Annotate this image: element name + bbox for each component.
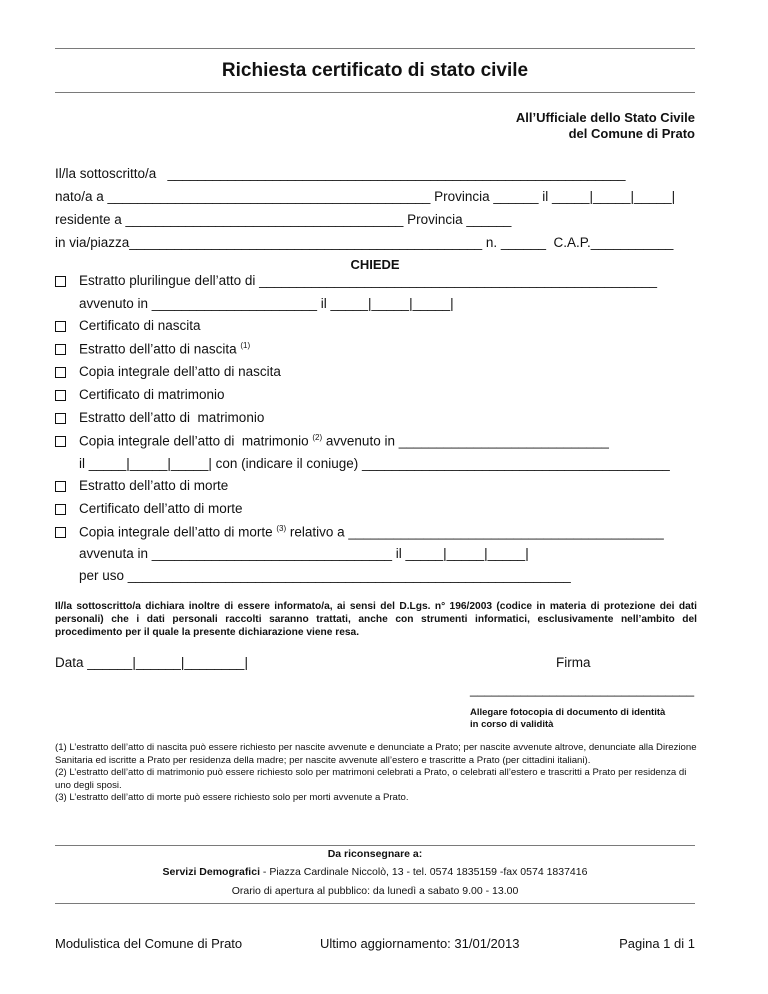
return-bottom-rule	[55, 903, 695, 904]
field-residente[interactable]: residente a _____________________________________ Provincia ______	[55, 212, 512, 227]
field-avvenuto[interactable]: avvenuto in ______________________ il _____|_____|_____|	[79, 296, 454, 311]
checkbox-icon[interactable]	[55, 481, 66, 492]
option-label: Certificato di nascita	[79, 318, 201, 333]
recipient-line-1: All’Ufficiale dello Stato Civile	[515, 110, 695, 125]
footer-left: Modulistica del Comune di Prato	[55, 936, 243, 951]
option-label: Estratto dell’atto di nascita $^{(1)}$	[79, 341, 251, 357]
option-label: Estratto dell’atto di morte	[79, 478, 229, 493]
checkbox-icon[interactable]	[55, 321, 66, 332]
field-via[interactable]: in via/piazza_______________________________________________ n. ______ C.A.P.___________	[55, 235, 674, 250]
footnote-2: (2) L’estratto dell’atto di matrimonio può essere richiesto solo per matrimoni celebrati a Prato, o celebrati all’estero e trascritti a Prato per residenza di uno degli sposi.	[55, 767, 687, 791]
checkbox-icon[interactable]	[55, 527, 66, 538]
field-sottoscritto[interactable]: Il/la sottoscritto/a _____________________________________________________________	[55, 166, 626, 181]
return-heading: Da riconsegnare a:	[327, 848, 423, 860]
option-label: Copia integrale dell’atto di matrimonio $^{(2)}$ avvenuto in ____________________________	[79, 433, 609, 449]
checkbox-icon[interactable]	[55, 276, 66, 287]
note-ref: (3)	[276, 524, 287, 533]
option-label: Copia integrale dell’atto di morte $^{(3)}$ relativo a __________________________________________	[79, 524, 664, 540]
note-ref: (1)	[240, 341, 251, 350]
checkbox-icon[interactable]	[55, 390, 66, 401]
option-label: Certificato di matrimonio	[79, 387, 225, 402]
return-top-rule	[55, 845, 695, 846]
option-label: Estratto dell’atto di matrimonio	[79, 410, 265, 425]
recipient-line-2: del Comune di Prato	[568, 126, 695, 141]
checkbox-icon[interactable]	[55, 504, 66, 515]
footer-page: Pagina 1 di 1	[619, 936, 695, 951]
privacy-declaration: Il/la sottoscritto/a dichiara inoltre di essere informato/a, ai sensi del D.Lgs. n° 196/2003 (codice in materia di protezione dei dati personali) che i dati personali raccolti saranno trattati, anche con strumenti informatici, esclusivamente nell’ambito del procedimento per il quale la presente dichiarazione viene resa.	[55, 601, 697, 638]
footnote-3: (3) L’estratto dell’atto di morte può essere richiesto solo per morti avvenute a Prato.	[55, 792, 409, 803]
field-uso[interactable]: per uso ___________________________________________________________	[79, 568, 571, 583]
checkbox-icon[interactable]	[55, 367, 66, 378]
top-rule	[55, 48, 695, 49]
allegare-note: Allegare fotocopia di documento di identità in corso di validità	[470, 707, 666, 730]
option-label: Certificato dell’atto di morte	[79, 501, 243, 516]
checkbox-icon[interactable]	[55, 436, 66, 447]
checkbox-icon[interactable]	[55, 413, 66, 424]
footer-date: Ultimo aggiornamento: 31/01/2013	[320, 936, 520, 951]
title-rule	[55, 92, 695, 93]
field-coniuge[interactable]: il _____|_____|_____| con (indicare il coniuge) _________________________________________	[79, 456, 670, 471]
chiede-heading: CHIEDE	[350, 257, 400, 272]
note-ref: (2)	[312, 433, 323, 442]
option-label: Copia integrale dell’atto di nascita	[79, 364, 281, 379]
return-office: Servizi Demografici - Piazza Cardinale Niccolò, 13 - tel. 0574 1835159 -fax 0574 1837416	[162, 866, 588, 878]
footnote-1: (1) L’estratto dell’atto di nascita può essere richiesto per nascite avvenute e denunciate a Prato; per nascite avvenute altrove, denunciate alla Direzione Sanitaria ed iscritte a Prato per residenza della madre; per nascite avvenute all’estero e trascritte a Prato (per cittadini italiani).	[55, 742, 697, 766]
firma-label: Firma	[556, 655, 591, 670]
option-label: Estratto plurilingue dell’atto di _____________________________________________________	[79, 273, 658, 288]
page-title: Richiesta certificato di stato civile	[221, 60, 529, 81]
field-data[interactable]: Data ______|______|________|	[55, 655, 248, 670]
firma-line[interactable]: _______________________________	[470, 682, 695, 697]
footnotes	[55, 742, 697, 805]
checkbox-icon[interactable]	[55, 344, 66, 355]
field-nato[interactable]: nato/a a ___________________________________________ Provincia ______ il _____|_____|_____|	[55, 189, 676, 204]
field-avvenuta[interactable]: avvenuta in ________________________________ il _____|_____|_____|	[79, 546, 529, 561]
return-hours: Orario di apertura al pubblico: da lunedì a sabato 9.00 - 13.00	[231, 885, 519, 897]
